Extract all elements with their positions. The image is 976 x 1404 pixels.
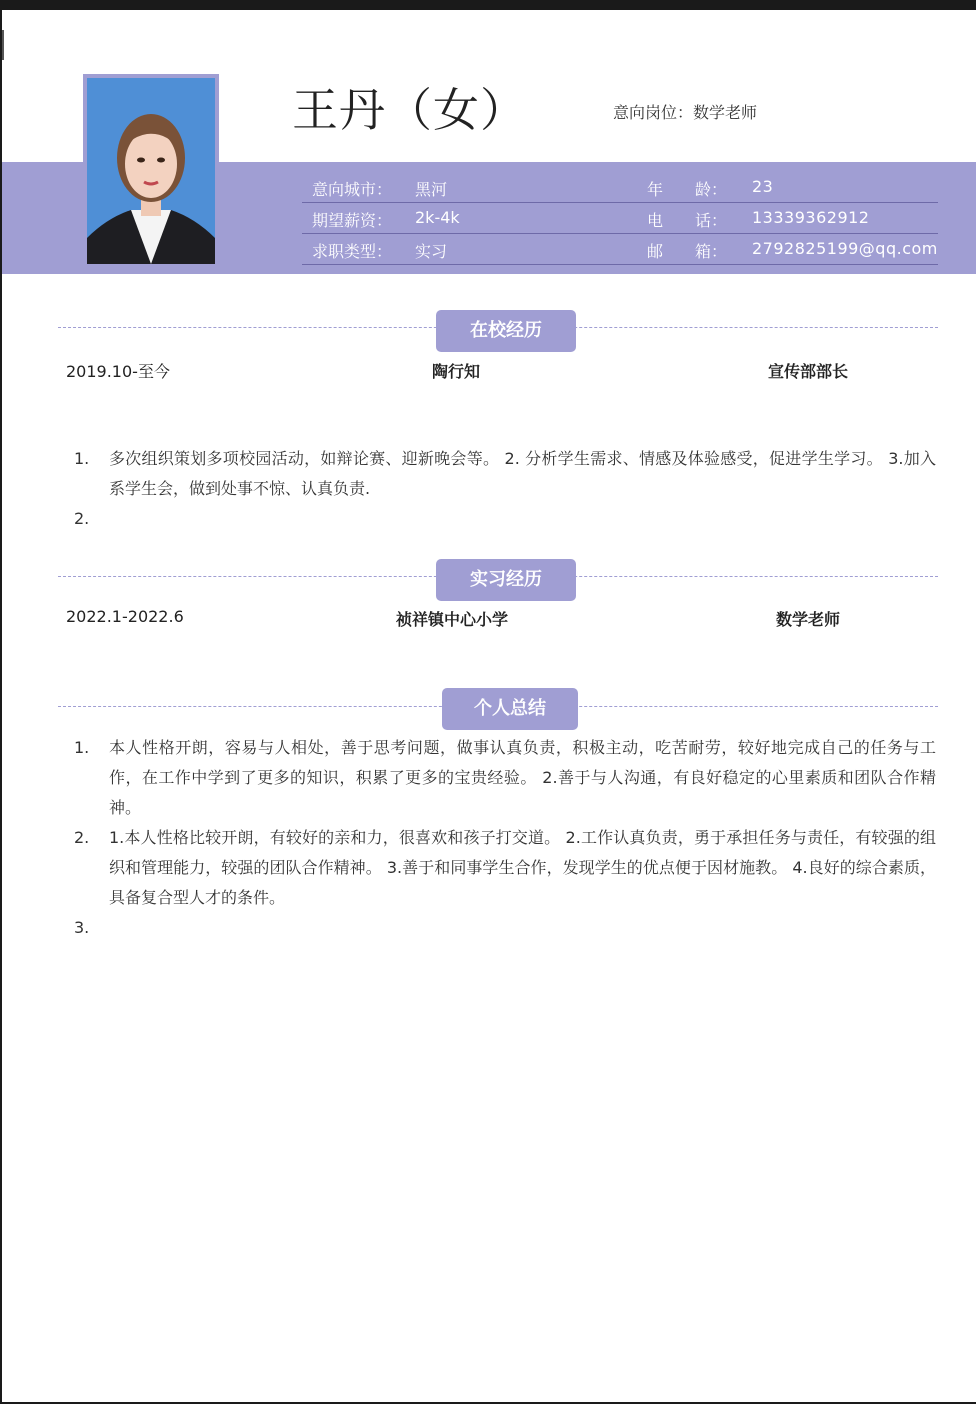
salary-value: 2k-4k (415, 208, 460, 227)
city-value: 黑河 (415, 180, 448, 199)
portrait-illustration (87, 78, 215, 264)
target-position (613, 100, 757, 123)
info-row-type-email (302, 234, 938, 265)
email-value: 2792825199@qq.com (752, 239, 938, 258)
list-item: 2. 1.本人性格比较开朗，有较好的亲和力，很喜欢和孩子打交道。 2.工作认真负责，勇于承担任务与责任，有较强的组织和管理能力，较强的团队合作精神。 3.善于和同事学生合作，发现学生的优点便于因材施教。 4.良好的综合素质，具备复合型人才的条件。 (74, 828, 936, 907)
school-section-title: 在校经历 (436, 310, 576, 352)
internship-role: 数学老师 (776, 610, 841, 629)
salary-label: 期望薪资： (312, 211, 393, 230)
age-label: 年 龄： (647, 180, 728, 199)
profile-photo (83, 74, 219, 268)
internship-org: 祯祥镇中心小学 (396, 610, 509, 629)
job-type-value: 实习 (415, 242, 448, 261)
city-label: 意向城市： (312, 180, 393, 199)
internship-section-title: 实习经历 (436, 559, 576, 601)
job-type-label: 求职类型： (312, 242, 393, 261)
info-row-city-age (302, 172, 938, 203)
info-row-salary-phone (302, 203, 938, 234)
candidate-name: 王丹（女） (292, 83, 527, 137)
internship-date: 2022.1-2022.6 (66, 607, 184, 626)
phone-value: 13339362912 (752, 208, 870, 227)
edge-marker (2, 30, 4, 60)
list-item: 1. 多次组织策划多项校园活动，如辩论赛、迎新晚会等。 2. 分析学生需求、情感及体验感受，促进学生学习。 3.加入系学生会，做到处事不惊、认真负责. (74, 449, 936, 498)
school-list (74, 444, 936, 534)
phone-label: 电 话： (647, 211, 728, 230)
target-position-label: 意向岗位： (613, 103, 694, 122)
summary-list (74, 733, 936, 943)
internship-entry-header (66, 607, 926, 631)
target-position-value: 数学老师 (693, 103, 758, 122)
list-item: 3. (74, 918, 90, 937)
school-role: 宣传部部长 (768, 362, 849, 381)
photo-image (87, 78, 215, 264)
school-org: 陶行知 (432, 362, 481, 381)
resume-page (2, 10, 976, 1402)
school-entry-header (66, 359, 926, 383)
age-value: 23 (752, 177, 774, 196)
list-item: 1. 本人性格开朗，容易与人相处，善于思考问题，做事认真负责，积极主动，吃苦耐劳，较好地完成自己的任务与工作，在工作中学到了更多的知识，积累了更多的宝贵经验。 2.善于与人沟通，有良好稳定的心里素质和团队合作精神。 (74, 738, 936, 817)
summary-section-title: 个人总结 (442, 688, 578, 730)
school-date: 2019.10-至今 (66, 362, 170, 381)
email-label: 邮 箱： (647, 242, 728, 261)
list-item: 2. (74, 509, 90, 528)
